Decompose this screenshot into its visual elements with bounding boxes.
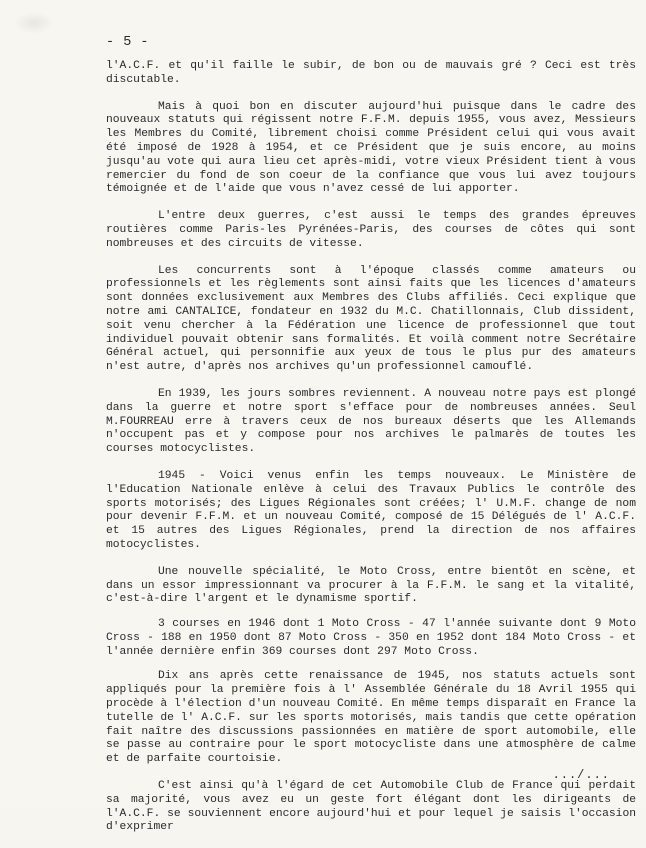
document-body bbox=[106, 60, 636, 848]
paper-smudge bbox=[14, 12, 54, 34]
page-number: - 5 - bbox=[106, 35, 150, 50]
paragraph-4: Les concurrents sont à l'époque classés comme amateurs ou professionnels et les règlements sont ainsi faits que les licences d'amateurs sont données exclusivement aux Membres des Clubs affiliés. Ceci explique que notre ami CANTALICE, fondateur en 1932 du M.C. Chatillonnais, Club dissident, soit venu chercher à la Fédération une licence de professionnel que tout individuel pouvait obtenir sans formalités. Et voilà comment notre Secrétaire Général actuel, qui personnifie aux yeux de tous le plus pur des amateurs n'est autre, d'après nos archives qu'un professionnel camouflé. bbox=[106, 264, 636, 374]
paragraph-9: Dix ans après cette renaissance de 1945, nos statuts actuels sont appliqués pour la première fois à l' Assemblée Générale du 18 Avril 1955 qui procède à l'élection d'un nouveau Comité. En même temps disparaît en France la tutelle de l' A.C.F. sur les sports motorisés, mais tandis que cette opération fait naître des discussions passionnées en matière de sport automobile, elle se passe au contraire pour le sport motocycliste dans une atmosphère de calme et de parfaite courtoisie. bbox=[106, 670, 636, 766]
paragraph-5: En 1939, les jours sombres reviennent. A nouveau notre pays est plongé dans la guerre et notre sport s'efface pour de nombreuses années. Seul M.FOURREAU erre à travers ceux de nos bureaux déserts que les Allemands n'occupent pas et y compose pour nos archives le palmarès de toutes les courses motocyclistes. bbox=[106, 387, 636, 456]
paragraph-1: l'A.C.F. et qu'il faille le subir, de bon ou de mauvais gré ? Ceci est très discutable. bbox=[106, 60, 636, 86]
paragraph-6: 1945 - Voici venus enfin les temps nouveaux. Le Ministère de l'Education Nationale enlève à celui des Travaux Publics le contrôle des sports motorisés; des Ligues Régionales sont créées; l' U.M.F. change de nom pour devenir F.F.M. et un nouveau Comité, composé de 15 Délégués de l' A.C.F. et 15 autres des Ligues Régionales, prend la direction de nos affaires motocyclistes. bbox=[106, 469, 636, 551]
paragraph-7: Une nouvelle spécialité, le Moto Cross, entre bientôt en scène, et dans un essor impressionnant va procurer à la F.F.M. le sang et la vitalité, c'est-à-dire l'argent et le dynamisme sportif. bbox=[106, 565, 636, 606]
paragraph-10: C'est ainsi qu'à l'égard de cet Automobile Club de France qui perdait sa majorité, vous avez eu un geste fort élégant dont les dirigeants de l'A.C.F. se souviennent encore aujourd'hui et pour lequel je saisis l'occasion d'exprimer bbox=[106, 780, 636, 834]
continuation-mark: .../... bbox=[552, 768, 610, 782]
paragraph-2: Mais à quoi bon en discuter aujourd'hui puisque dans le cadre des nouveaux statuts qui régissent notre F.F.M. depuis 1955, vous avez, Messieurs les Membres du Comité, librement choisi comme Président celui qui vous avait été imposé de 1928 à 1954, et ce Président que je suis encore, au moins jusqu'au vote qui aura lieu cet après-midi, votre vieux Président tient à vous remercier du fond de son coeur de la confiance que vous lui avez toujours témoignée et de l'aide que vous n'avez cessé de lui apporter. bbox=[106, 100, 636, 196]
paragraph-8: 3 courses en 1946 dont 1 Moto Cross - 47 l'année suivante dont 9 Moto Cross - 188 en 1950 dont 87 Moto Cross - 350 en 1952 dont 184 Moto Cross - et l'année dernière enfin 369 courses dont 297 Moto Cross. bbox=[106, 618, 636, 658]
paragraph-3: L'entre deux guerres, c'est aussi le temps des grandes épreuves routières comme Paris-les Pyrénées-Paris, des courses de côtes qui sont nombreuses et des circuits de vitesse. bbox=[106, 210, 636, 250]
